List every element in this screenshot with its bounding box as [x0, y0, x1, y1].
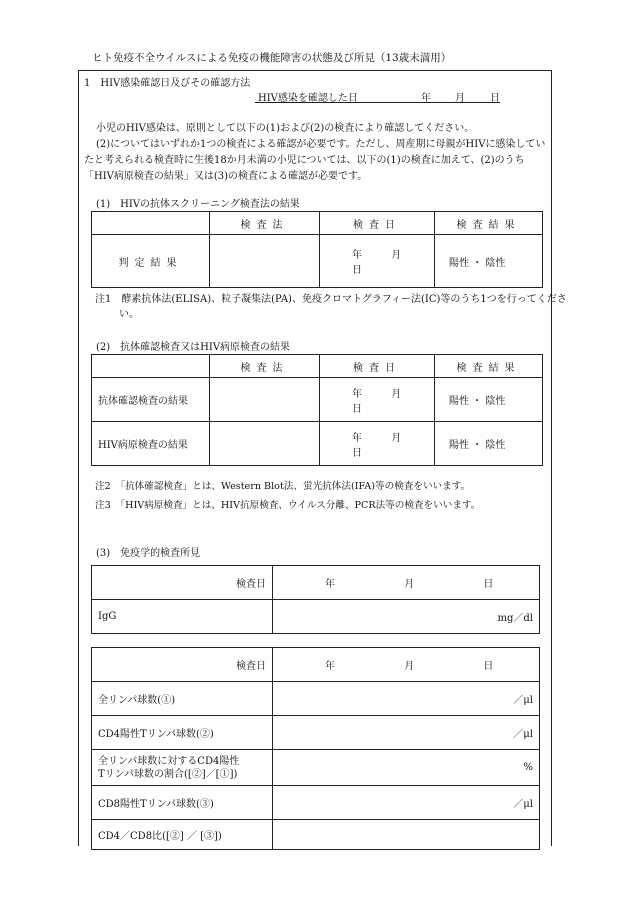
cd4-ratio-label-line1: 全リンパ球数に対するCD4陽性 — [98, 755, 240, 767]
table1-col-result: 検査結果 — [435, 212, 543, 235]
confirm-month-field[interactable]: 月 — [455, 93, 465, 104]
t1-year: 年 — [352, 250, 362, 261]
table3-date-cell[interactable] — [273, 566, 540, 600]
note3: 注3 「HIV病原検査」とは、HIV抗原検査、ウイルス分離、PCR法等の検査をいいます。 — [95, 500, 481, 511]
note2: 注2 「抗体確認検査」とは、Western Blot法、蛍光抗体法(IFA)等の検査をいいます。 — [95, 481, 471, 492]
table2-row2-result[interactable]: 陽性 ・ 陰性 — [435, 422, 543, 466]
table4-date-label: 検査日 — [92, 648, 273, 682]
confirm-date-label: HIV感染を確認した日 — [258, 93, 358, 104]
table1-row-label: 判定結果 — [92, 235, 210, 288]
t4-month: 月 — [404, 661, 415, 672]
section1-heading: 1 HIV感染確認日及びその確認方法 — [84, 78, 251, 89]
igg-value-cell[interactable]: mg／dl — [273, 600, 540, 634]
t2r1-year: 年 — [352, 388, 362, 400]
confirm-date-underline — [255, 102, 500, 103]
confirm-year-field[interactable]: 年 — [421, 93, 431, 104]
table2-corner — [92, 355, 210, 378]
table3-heading: (3) 免疫学的検査所見 — [96, 548, 201, 559]
t4-day: 日 — [483, 661, 494, 672]
section1-paragraph-2: (2)についてはいずれか1つの検査による確認が必要です。ただし、周産期に母親がHIVに感染していたと考えられる検査時に生後18か月未満の小児については、以下の(1)の検査に加えて、(2)のうち「HIV病原検査の結果」又は(3)の検査による確認が必要です。 — [84, 139, 546, 182]
lymphocyte-table — [91, 647, 540, 850]
cd8-count-label: CD8陽性Tリンパ球数(③) — [92, 786, 273, 820]
table4-date-cell[interactable] — [273, 648, 540, 682]
igg-table — [91, 565, 540, 634]
cd4-cd8-ratio-label: CD4／CD8比([②] ／ [③]) — [92, 820, 273, 850]
cd8-count-value[interactable]: ／μl — [273, 786, 540, 820]
table2-row1-date[interactable] — [320, 378, 435, 422]
confirmation-table — [91, 354, 543, 466]
t4-year: 年 — [325, 661, 335, 672]
table2-row1-result[interactable]: 陽性 ・ 陰性 — [435, 378, 543, 422]
confirm-day-field[interactable]: 日 — [490, 93, 500, 104]
cd4-ratio-label-line2: Tリンパ球数の割合([②]／[①]) — [98, 768, 238, 780]
t2r2-day: 日 — [352, 447, 362, 459]
t2r1-month: 月 — [391, 388, 402, 400]
table3-date-label: 検査日 — [92, 566, 273, 600]
cd4-count-value[interactable]: ／μl — [273, 716, 540, 750]
table2-col-method: 検査法 — [210, 355, 320, 378]
table2-row1-label: 抗体確認検査の結果 — [92, 378, 210, 422]
igg-label: IgG — [92, 600, 273, 634]
total-lymphocyte-value[interactable]: ／μl — [273, 682, 540, 716]
t3-year: 年 — [325, 579, 335, 590]
t2r2-year: 年 — [352, 432, 362, 444]
screening-table — [91, 211, 543, 288]
table1-result-cell[interactable]: 陽性 ・ 陰性 — [435, 235, 543, 288]
t1-day: 日 — [352, 265, 362, 276]
table2-heading: (2) 抗体確認検査又はHIV病原検査の結果 — [96, 342, 291, 353]
table1-method-cell[interactable] — [210, 235, 320, 288]
section1-paragraph-1: 小児のHIV感染は、原則として以下の(1)および(2)の検査により確認してください。 — [96, 123, 475, 134]
table2-col-date: 検査日 — [320, 355, 435, 378]
table2-row1-method[interactable] — [210, 378, 320, 422]
table2-col-result: 検査結果 — [435, 355, 543, 378]
total-lymphocyte-label: 全リンパ球数(①) — [92, 682, 273, 716]
table2-row2-method[interactable] — [210, 422, 320, 466]
table2-row2-label: HIV病原検査の結果 — [92, 422, 210, 466]
cd4-ratio-value[interactable]: % — [273, 750, 540, 786]
table1-col-date: 検査日 — [320, 212, 435, 235]
table1-date-cell[interactable] — [320, 235, 435, 288]
t3-month: 月 — [404, 579, 415, 590]
cd4-ratio-label — [92, 750, 273, 786]
table1-corner — [92, 212, 210, 235]
t2r1-day: 日 — [352, 403, 362, 415]
note1: 注1 酵素抗体法(ELISA)、粒子凝集法(PA)、免疫クロマトグラフィー法(IC)等のうち1つを行ってください。 — [95, 294, 567, 320]
table2-row2-date[interactable] — [320, 422, 435, 466]
t1-month: 月 — [391, 250, 402, 261]
t2r2-month: 月 — [391, 432, 402, 444]
cd4-cd8-ratio-value[interactable] — [273, 820, 540, 850]
form-title: ヒト免疫不全ウイルスによる免疫の機能障害の状態及び所見（13歳未満用） — [92, 52, 452, 64]
cd4-count-label: CD4陽性Tリンパ球数(②) — [92, 716, 273, 750]
table1-heading: (1) HIVの抗体スクリーニング検査法の結果 — [96, 199, 300, 210]
table1-col-method: 検査法 — [210, 212, 320, 235]
t3-day: 日 — [483, 579, 494, 590]
